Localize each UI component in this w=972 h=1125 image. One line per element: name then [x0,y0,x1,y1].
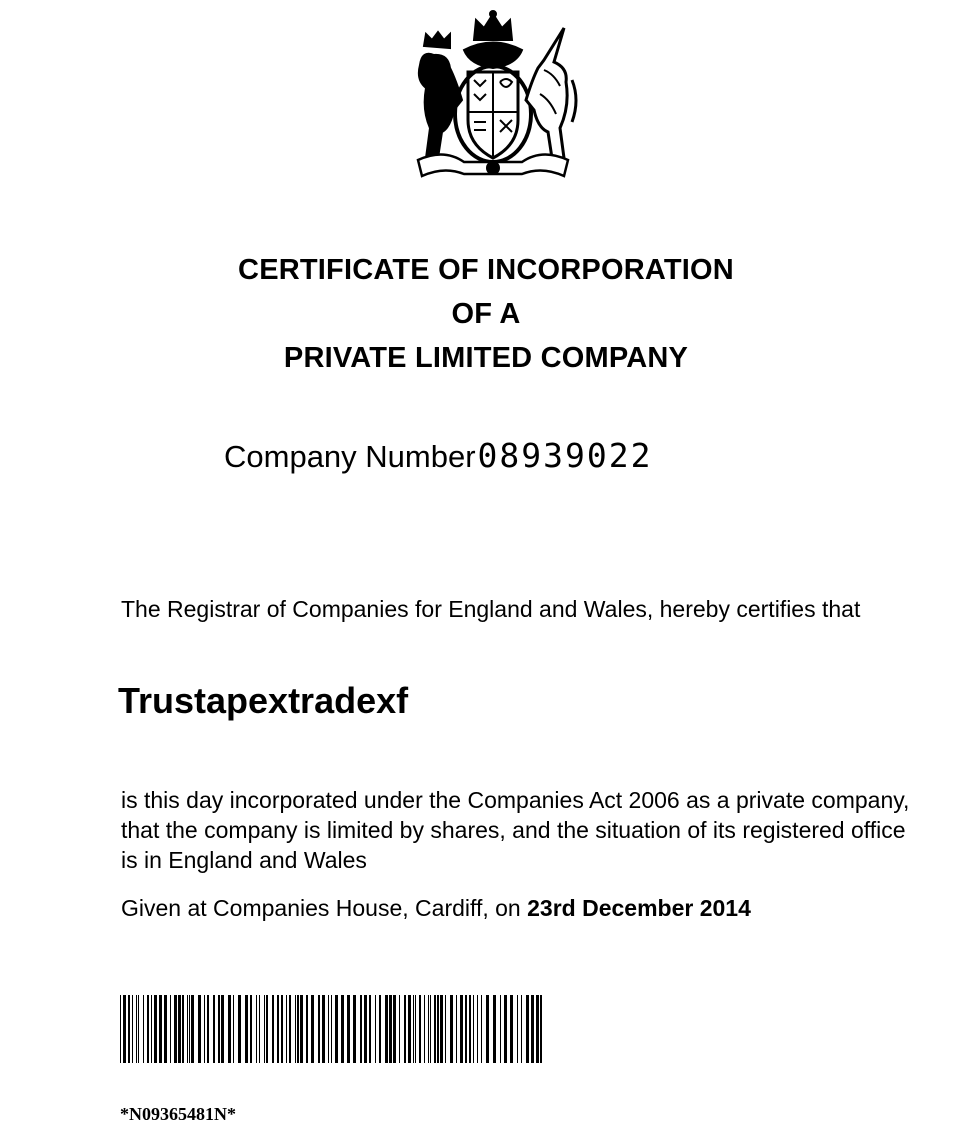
title-line-3: PRIVATE LIMITED COMPANY [283,342,689,374]
barcode-bar [191,995,194,1063]
given-at-line [121,895,751,922]
barcode-bar [120,995,121,1063]
company-number-row [224,436,653,475]
barcode-bar [233,995,234,1063]
barcode-bar [138,995,139,1063]
barcode-bar [238,995,241,1063]
barcode-bar [123,995,126,1063]
barcode-bar [259,995,260,1063]
barcode-bar [207,995,209,1063]
barcode-bar [170,995,171,1063]
barcode-bar [178,995,181,1063]
barcode-bar [245,995,248,1063]
barcode-bar [174,995,177,1063]
barcode-bar [469,995,471,1063]
given-at-prefix: Given at Companies House, Cardiff, on [121,895,521,921]
barcode-bar [277,995,279,1063]
barcode-bar [460,995,463,1063]
barcode-bar [347,995,350,1063]
barcode-bar [500,995,501,1063]
barcode-bar [331,995,332,1063]
barcode-bar [440,995,443,1063]
incorporation-statement: is this day incorporated under the Companies Act 2006 as a private company, that the company is limited by shares, and the situation of its registered office is in England and Wales [121,787,910,873]
barcode-bar [540,995,542,1063]
barcode-bar [393,995,396,1063]
barcode-bar [266,995,268,1063]
barcode-bar [306,995,308,1063]
barcode-bar [408,995,411,1063]
barcode-bar [128,995,130,1063]
barcode-bar [189,995,190,1063]
barcode-bar [434,995,436,1063]
barcode-bar [272,995,274,1063]
barcode-bar [526,995,529,1063]
barcode-bar [437,995,439,1063]
barcode-bar [445,995,446,1063]
barcode-bar [218,995,220,1063]
barcode-bar [289,995,291,1063]
barcode-bar [419,995,421,1063]
barcode-bar [486,995,489,1063]
barcode-bar [379,995,381,1063]
barcode-bar [477,995,478,1063]
barcode-bar [430,995,431,1063]
barcode-bar [353,995,356,1063]
barcode-bar [375,995,376,1063]
registrar-statement: The Registrar of Companies for England and Wales, hereby certifies that [121,596,861,622]
title-line-2: OF A [451,298,521,330]
barcode-bar [428,995,429,1063]
barcode-bar [311,995,314,1063]
barcode-bar [493,995,496,1063]
barcode-bar [164,995,167,1063]
barcode-bar [341,995,344,1063]
barcode-bar [187,995,188,1063]
barcode-bar [154,995,157,1063]
barcode-bar [213,995,215,1063]
barcode-bar [536,995,539,1063]
barcode-bar [159,995,162,1063]
barcode-bar [132,995,133,1063]
barcode-bar [450,995,453,1063]
barcode-bar [264,995,265,1063]
barcode-bar [415,995,416,1063]
barcode-text: *N09365481N* [120,1104,236,1124]
barcode-bar [481,995,482,1063]
barcode-bar [473,995,474,1063]
barcode-bar [404,995,406,1063]
barcode-bar [182,995,184,1063]
barcode-bar [328,995,329,1063]
barcode-bar [389,995,392,1063]
barcode-bar [424,995,425,1063]
barcode-bar [465,995,467,1063]
barcode-bar [456,995,457,1063]
barcode-bar [143,995,144,1063]
incorporation-date: 23rd December 2014 [527,895,751,921]
barcode-bar [413,995,414,1063]
barcode-bar [510,995,513,1063]
barcode-bar [318,995,320,1063]
barcode-bar [151,995,152,1063]
barcode-bar [250,995,252,1063]
barcode-bar [256,995,257,1063]
barcode-bar [204,995,205,1063]
barcode-bar [322,995,325,1063]
certificate-title [0,248,972,380]
barcode-bar [364,995,367,1063]
barcode-bar [286,995,287,1063]
barcode-bar [521,995,522,1063]
title-line-1: CERTIFICATE OF INCORPORATION [238,254,734,286]
barcode-bar [369,995,371,1063]
barcode-icon [120,995,546,1063]
barcode-bar [198,995,201,1063]
barcode-bar [300,995,303,1063]
barcode-bar [228,995,231,1063]
company-number-value: 08939022 [477,436,653,475]
barcode-bar [360,995,362,1063]
barcode-bar [531,995,534,1063]
barcode-bar [221,995,224,1063]
barcode-bar [399,995,400,1063]
barcode-bar [136,995,137,1063]
barcode-bar [147,995,149,1063]
company-number-label: Company Number [224,439,476,474]
barcode-bar [295,995,296,1063]
royal-coat-of-arms-icon [404,10,582,180]
barcode-bar [517,995,518,1063]
barcode-bar [385,995,388,1063]
barcode-bar [297,995,299,1063]
barcode-bar [335,995,338,1063]
company-name: Trustapextradexf [118,680,409,721]
barcode-bar [504,995,507,1063]
barcode-bar [281,995,283,1063]
